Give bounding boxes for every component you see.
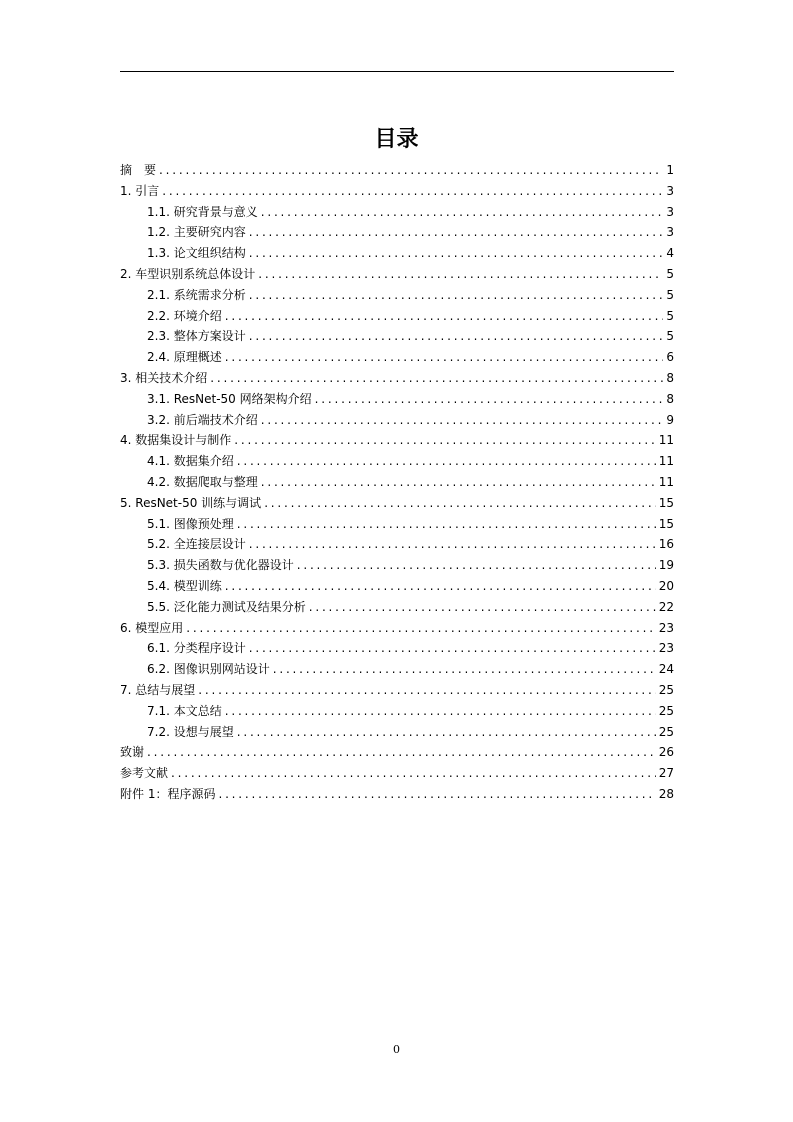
toc-entry[interactable] bbox=[147, 220, 674, 240]
toc-entry-page: 25 bbox=[658, 724, 674, 739]
toc-entry-page: 8 bbox=[666, 391, 674, 406]
toc-entry-label: 5.1. 图像预处理 bbox=[147, 516, 234, 531]
toc-entry-page: 15 bbox=[658, 516, 674, 531]
toc-leader-dots bbox=[264, 495, 656, 511]
toc-entry-label: 5. ResNet-50 训练与调试 bbox=[120, 495, 262, 510]
toc-leader-dots bbox=[237, 724, 656, 740]
toc-entry-label: 5.2. 全连接层设计 bbox=[147, 537, 246, 552]
toc-leader-dots bbox=[198, 682, 655, 698]
toc-entry-label: 7.2. 设想与展望 bbox=[147, 724, 234, 739]
toc-entry[interactable] bbox=[147, 636, 674, 656]
toc-entry-label: 6. 模型应用 bbox=[120, 620, 184, 635]
toc-leader-dots bbox=[225, 308, 663, 324]
toc-entry[interactable] bbox=[147, 449, 674, 469]
toc-leader-dots bbox=[237, 516, 656, 532]
toc-entry-label: 5.5. 泛化能力测试及结果分析 bbox=[147, 599, 306, 614]
toc-leader-dots bbox=[218, 786, 655, 802]
toc-entry-label: 1.3. 论文组织结构 bbox=[147, 246, 246, 261]
toc-entry-label: 3.1. ResNet-50 网络架构介绍 bbox=[147, 391, 312, 406]
toc-entry-label: 2.3. 整体方案设计 bbox=[147, 329, 246, 344]
toc-entry-page: 16 bbox=[658, 537, 674, 552]
toc-entry-page: 11 bbox=[658, 454, 674, 469]
page-number: 0 bbox=[393, 1043, 400, 1056]
toc-entry-page: 5 bbox=[666, 329, 674, 344]
toc-entry-page: 23 bbox=[658, 620, 674, 635]
toc-entry-page: 4 bbox=[666, 246, 674, 261]
toc-leader-dots bbox=[261, 474, 656, 490]
toc-entry-page: 5 bbox=[666, 287, 674, 302]
toc-leader-dots bbox=[225, 578, 656, 594]
toc-entry[interactable] bbox=[147, 512, 674, 532]
toc-entry-page: 19 bbox=[658, 558, 674, 573]
toc-leader-dots bbox=[273, 661, 656, 677]
toc-leader-dots bbox=[171, 765, 656, 781]
toc-entry-page: 25 bbox=[658, 683, 674, 697]
toc-entry[interactable] bbox=[147, 699, 674, 719]
toc-entry-page: 1 bbox=[666, 163, 674, 177]
toc-entry-page: 5 bbox=[666, 308, 674, 323]
toc-entry-label: 2.4. 原理概述 bbox=[147, 350, 222, 365]
toc-entry[interactable] bbox=[147, 200, 674, 220]
toc-entry[interactable] bbox=[147, 345, 674, 365]
toc-leader-dots bbox=[159, 162, 663, 178]
toc-leader-dots bbox=[315, 391, 663, 407]
toc-entry[interactable] bbox=[147, 324, 674, 344]
toc-entry-label: 4.1. 数据集介绍 bbox=[147, 454, 234, 469]
toc-entry[interactable] bbox=[147, 595, 674, 615]
toc-leader-dots bbox=[147, 744, 656, 760]
toc-leader-dots bbox=[258, 266, 663, 282]
toc-leader-dots bbox=[225, 703, 656, 719]
toc-entry-page: 5 bbox=[666, 267, 674, 281]
toc-leader-dots bbox=[234, 432, 655, 448]
page-title: 目录 bbox=[374, 127, 419, 152]
toc-leader-dots bbox=[249, 245, 663, 261]
toc-entry-page: 3 bbox=[666, 225, 674, 240]
toc-leader-dots bbox=[210, 370, 663, 386]
toc-entry[interactable] bbox=[147, 720, 674, 740]
toc-entry-page: 3 bbox=[666, 183, 674, 198]
toc-entry-label: 参考文献 bbox=[120, 766, 169, 781]
toc-entry-label: 6.1. 分类程序设计 bbox=[147, 641, 246, 656]
toc-entry-label: 5.4. 模型训练 bbox=[147, 579, 222, 593]
toc-entry-label: 1.2. 主要研究内容 bbox=[147, 225, 246, 240]
toc-entry[interactable] bbox=[120, 428, 674, 448]
toc-leader-dots bbox=[186, 620, 655, 636]
toc-entry-page: 24 bbox=[658, 662, 674, 677]
toc-entry-page: 11 bbox=[658, 475, 674, 489]
toc-entry[interactable] bbox=[147, 408, 674, 428]
toc-entry[interactable] bbox=[147, 241, 674, 261]
toc-entry-page: 28 bbox=[658, 787, 674, 801]
toc-entry-label: 7.1. 本文总结 bbox=[147, 703, 222, 718]
toc-entry-label: 4. 数据集设计与制作 bbox=[120, 433, 232, 448]
toc-entry-page: 11 bbox=[658, 433, 674, 448]
toc-entry[interactable] bbox=[120, 678, 674, 698]
toc-entry[interactable] bbox=[120, 158, 674, 178]
toc-leader-dots bbox=[162, 183, 663, 199]
toc-entry-page: 26 bbox=[658, 745, 674, 760]
toc-leader-dots bbox=[261, 204, 663, 220]
toc-entry-label: 1.1. 研究背景与意义 bbox=[147, 204, 258, 219]
toc-entry-page: 15 bbox=[658, 495, 674, 510]
toc-entry-label: 6.2. 图像识别网站设计 bbox=[147, 662, 270, 677]
toc-leader-dots bbox=[261, 412, 663, 428]
toc-leader-dots bbox=[297, 557, 656, 573]
toc-entry-page: 3 bbox=[666, 204, 674, 219]
toc-entry[interactable] bbox=[120, 616, 674, 636]
toc-leader-dots bbox=[249, 640, 656, 656]
toc-entry[interactable] bbox=[147, 532, 674, 552]
toc-leader-dots bbox=[249, 536, 656, 552]
toc-entry[interactable] bbox=[147, 574, 674, 594]
toc-entry-label: 1. 引言 bbox=[120, 183, 160, 198]
toc-entry[interactable] bbox=[147, 657, 674, 677]
toc-entry-page: 27 bbox=[658, 766, 674, 781]
toc-entry-page: 6 bbox=[666, 350, 674, 365]
toc-entry[interactable] bbox=[120, 782, 674, 802]
toc-leader-dots bbox=[249, 287, 663, 303]
toc-leader-dots bbox=[237, 453, 656, 469]
toc-entry-label: 4.2. 数据爬取与整理 bbox=[147, 475, 258, 489]
toc-entry-label: 致谢 bbox=[120, 745, 145, 760]
toc-entry-label: 2.1. 系统需求分析 bbox=[147, 287, 246, 302]
toc-entry-page: 22 bbox=[658, 599, 674, 614]
toc-entry-label: 附件 1：程序源码 bbox=[120, 787, 216, 801]
toc-entry[interactable] bbox=[120, 491, 674, 511]
toc-entry-label: 3.2. 前后端技术介绍 bbox=[147, 412, 258, 427]
toc-entry[interactable] bbox=[120, 179, 674, 199]
toc-entry[interactable] bbox=[120, 262, 674, 282]
toc-entry-page: 20 bbox=[658, 579, 674, 593]
toc-entry[interactable] bbox=[120, 761, 674, 781]
toc-entry[interactable] bbox=[147, 470, 674, 490]
toc-entry[interactable] bbox=[120, 366, 674, 386]
toc-entry[interactable] bbox=[147, 304, 674, 324]
toc-leader-dots bbox=[225, 349, 663, 365]
header-rule bbox=[120, 71, 674, 72]
toc-leader-dots bbox=[249, 328, 663, 344]
toc-entry-label: 2.2. 环境介绍 bbox=[147, 308, 222, 323]
toc-entry-page: 8 bbox=[666, 371, 674, 385]
toc-entry[interactable] bbox=[147, 387, 674, 407]
toc-entry-page: 23 bbox=[658, 641, 674, 656]
toc-entry-label: 7. 总结与展望 bbox=[120, 683, 196, 697]
toc-entry[interactable] bbox=[147, 553, 674, 573]
toc-leader-dots bbox=[249, 224, 663, 240]
toc-leader-dots bbox=[309, 599, 656, 615]
toc-entry-page: 9 bbox=[666, 412, 674, 427]
toc-entry-label: 3. 相关技术介绍 bbox=[120, 371, 208, 385]
toc-entry-page: 25 bbox=[658, 703, 674, 718]
toc-entry-label: 摘 要 bbox=[120, 163, 157, 177]
toc-entry[interactable] bbox=[120, 740, 674, 760]
toc-entry-label: 5.3. 损失函数与优化器设计 bbox=[147, 558, 294, 573]
toc-entry[interactable] bbox=[147, 283, 674, 303]
toc-entry-label: 2. 车型识别系统总体设计 bbox=[120, 267, 256, 281]
